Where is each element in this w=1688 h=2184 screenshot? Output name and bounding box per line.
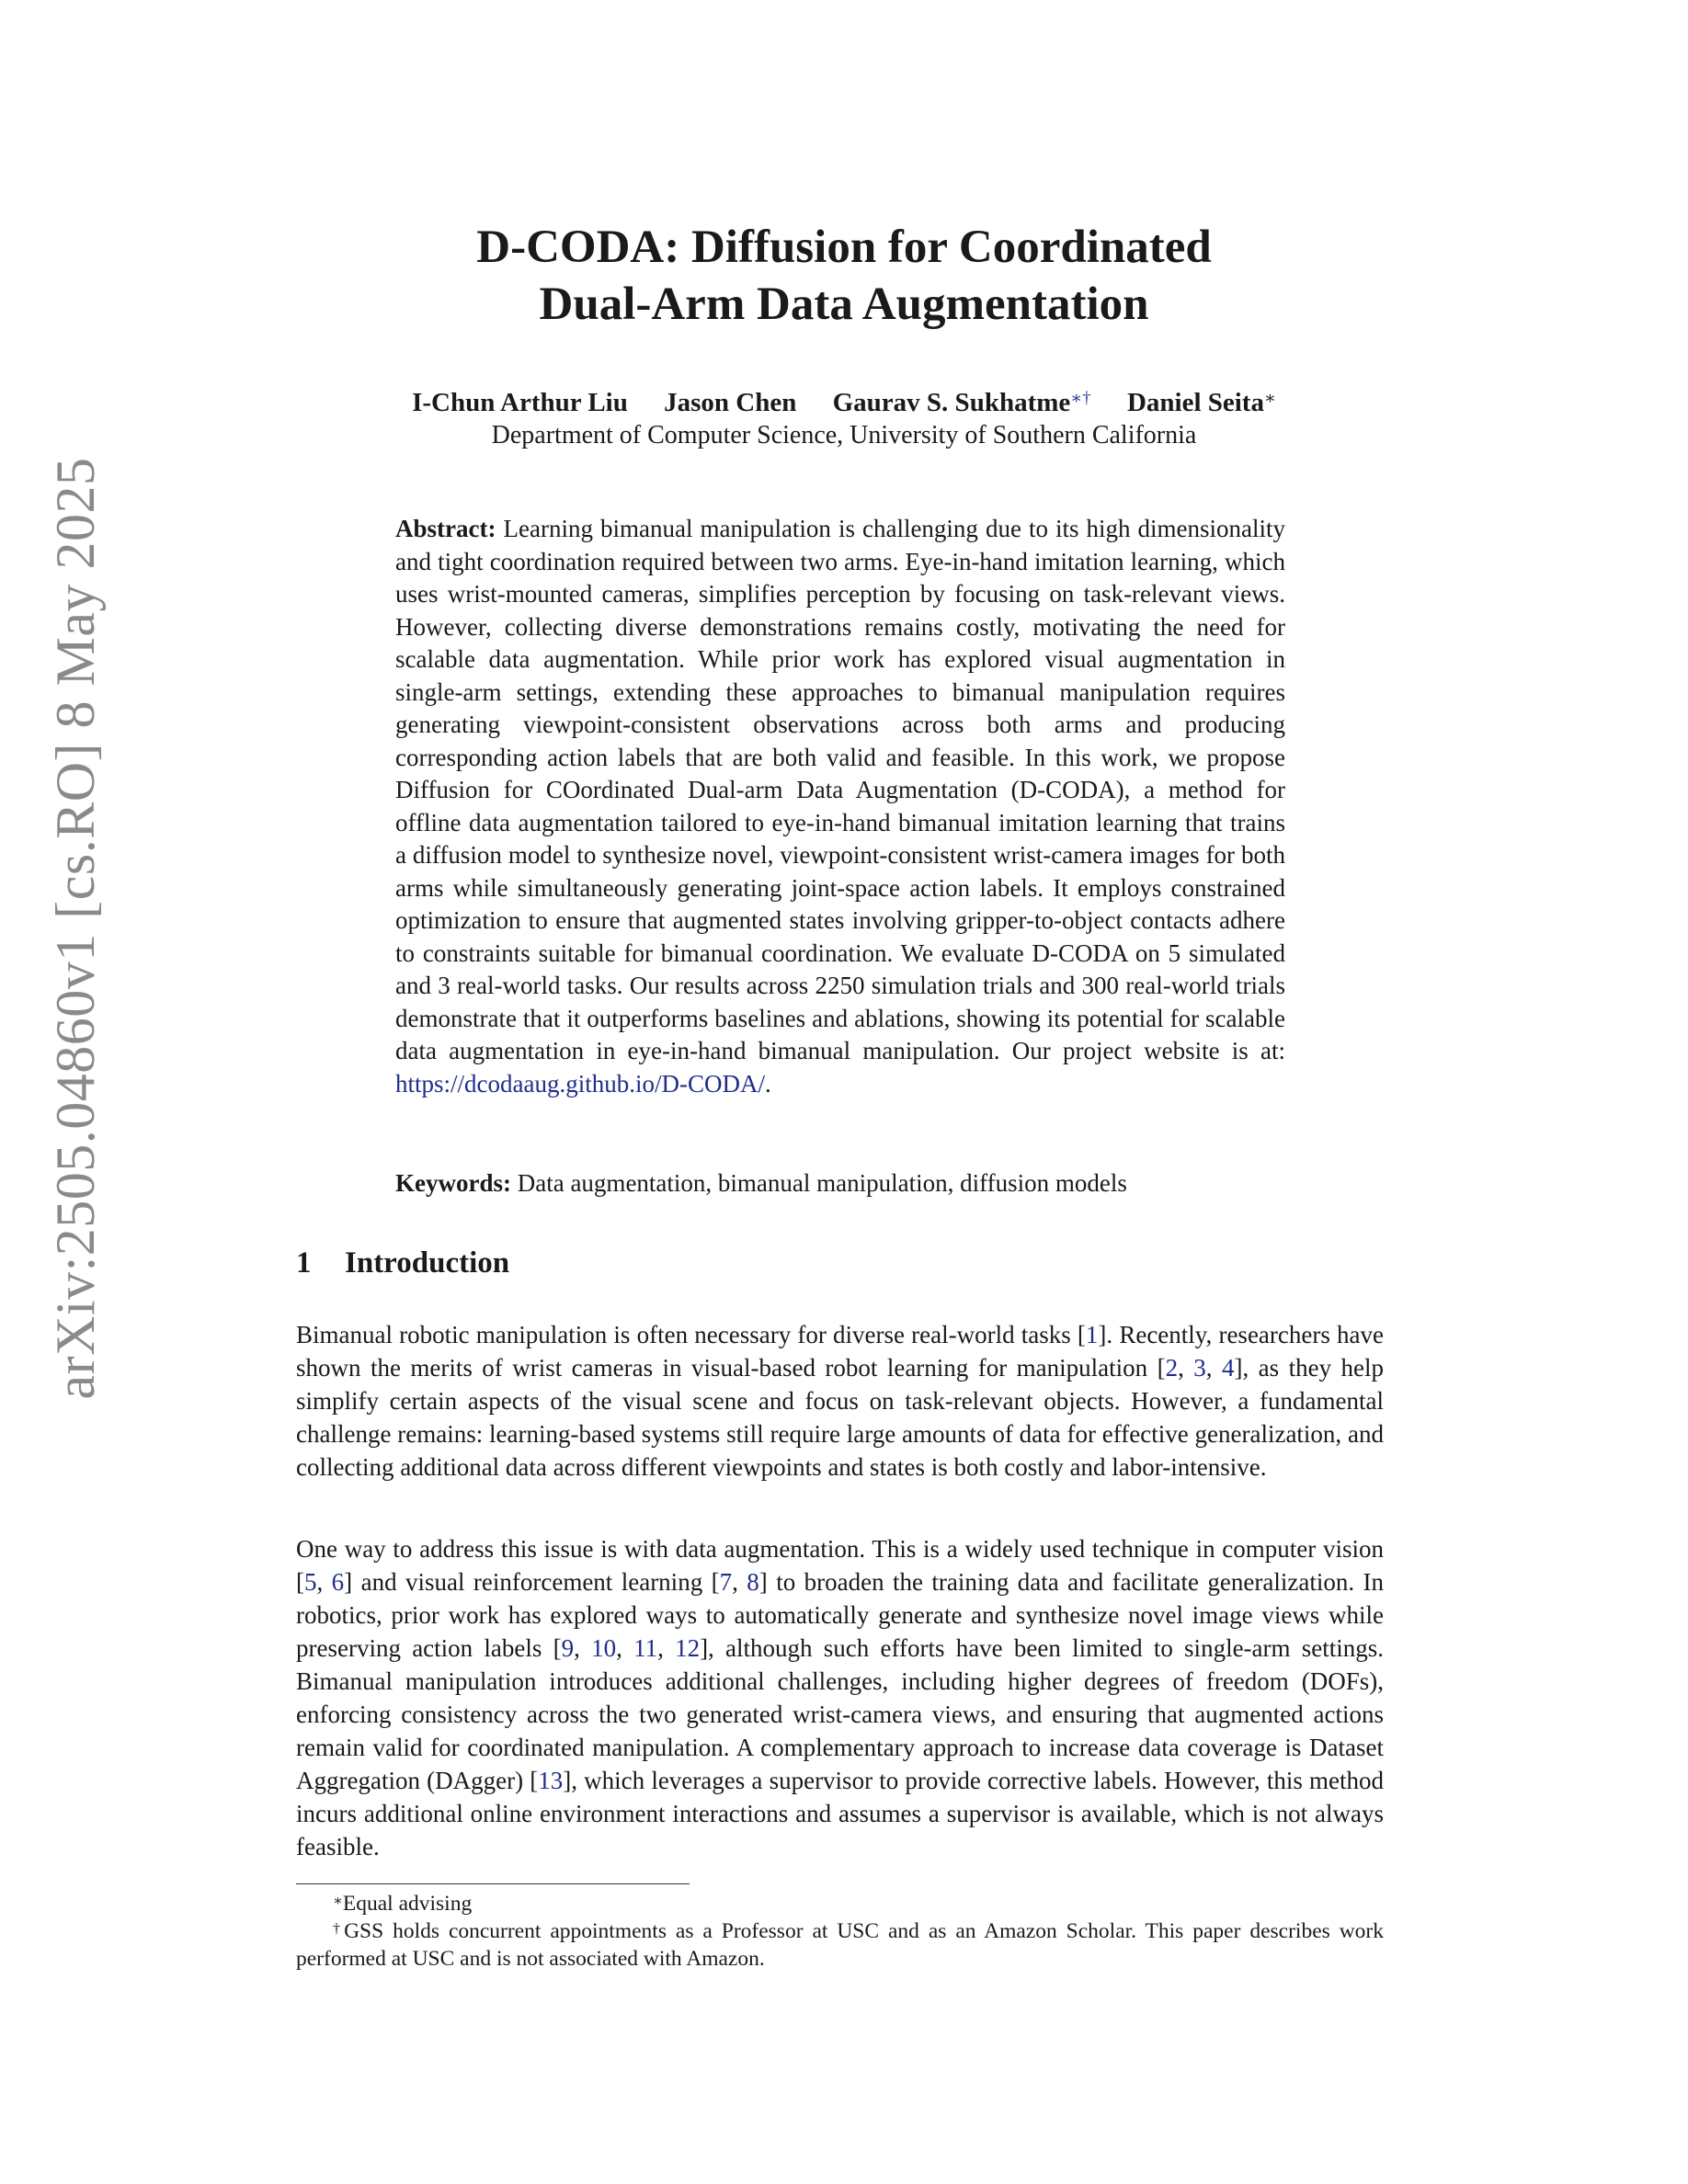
author-name: Gaurav S. Sukhatme bbox=[832, 388, 1071, 417]
keywords-label: Keywords: bbox=[395, 1169, 511, 1197]
abstract-label: Abstract: bbox=[395, 515, 496, 542]
citation-link[interactable]: 11 bbox=[633, 1634, 658, 1662]
author bbox=[1127, 388, 1276, 417]
paragraph-text: ] and visual reinforcement learning [ bbox=[344, 1568, 720, 1596]
abstract-text: Learning bimanual manipulation is challenging due to its high dimensionality and tight coordination required between two arms. Eye-in-hand imitation learning, which uses wrist-mounted cameras, simplifies perception by focusing on task-relevant views. However, collecting diverse demonstrations remains costly, motivating the need for scalable data augmentation. While prior work has explored visual augmentation in single-arm settings, extending these approaches to bimanual manipulation requires generating viewpoint-consistent observations across both arms and producing corresponding action labels that are both valid and feasible. In this work, we propose Diffusion for COordinated Dual-arm Data Augmentation (D-CODA), a method for offline data augmentation tailored to eye-in-hand bimanual imitation learning that trains a diffusion model to synthesize novel, viewpoint-consistent wrist-camera images for both arms while simultaneously generating joint-space action labels. It employs constrained optimization to ensure that augmented states involving gripper-to-object contacts adhere to constraints suitable for bimanual coordination. We evaluate D-CODA on 5 simulated and 3 real-world tasks. Our results across 2250 simulation trials and 300 real-world trials demonstrate that it outperforms baselines and ablations, showing its potential for scalable data augmentation in eye-in-hand bimanual manipulation. Our project website is at: bbox=[395, 515, 1286, 1064]
paragraph-text: Bimanual robotic manipulation is often necessary for diverse real-world tasks [ bbox=[296, 1321, 1086, 1348]
citation-link[interactable]: 13 bbox=[538, 1767, 564, 1794]
paragraph-text: One way to address this issue is with data augmentation. This is a widely used technique in computer vision [ bbox=[296, 1535, 1384, 1596]
citation-link[interactable]: 8 bbox=[747, 1568, 759, 1596]
paragraph-text: ], as they help simplify certain aspects of the visual scene and focus on task-relevant objects. However, a fundamental challenge remains: learning-based systems still require large amounts of data for effective generalization, and collecting additional data across different viewpoints and states is both costly and labor-intensive. bbox=[296, 1354, 1385, 1481]
footnote bbox=[296, 1917, 1384, 1973]
footnotes bbox=[296, 1890, 1384, 1973]
footnote-mark: † bbox=[333, 1921, 345, 1937]
author bbox=[664, 388, 796, 417]
section-number: 1 bbox=[296, 1246, 312, 1280]
footnote-divider bbox=[296, 1883, 690, 1884]
title-line-2: Dual-Arm Data Augmentation bbox=[539, 279, 1149, 330]
citation-link[interactable]: 12 bbox=[675, 1634, 701, 1662]
title-line-1: D-CODA: Diffusion for Coordinated bbox=[476, 222, 1212, 273]
footnote-text: Equal advising bbox=[342, 1892, 473, 1916]
author bbox=[833, 388, 1091, 417]
author bbox=[412, 388, 628, 417]
author-name: Jason Chen bbox=[664, 388, 797, 417]
footnote bbox=[296, 1890, 1384, 1917]
project-website-link[interactable]: https://dcodaaug.github.io/D-CODA/ bbox=[395, 1069, 765, 1098]
paper-title bbox=[292, 219, 1396, 333]
abstract-end: . bbox=[764, 1069, 771, 1098]
citation-link[interactable]: 5 bbox=[304, 1568, 317, 1596]
citation-link[interactable]: 7 bbox=[719, 1568, 733, 1596]
affiliation: Department of Computer Science, University of Southern California bbox=[491, 421, 1197, 449]
keywords-text: Data augmentation, bimanual manipulation, diffusion models bbox=[517, 1169, 1127, 1197]
author-name: I-Chun Arthur Liu bbox=[412, 388, 628, 417]
citation-link[interactable]: 1 bbox=[1085, 1321, 1099, 1348]
footnote-mark: ∗ bbox=[333, 1894, 343, 1909]
keywords bbox=[395, 1167, 1285, 1200]
section-title: Introduction bbox=[345, 1246, 510, 1280]
author-name: Daniel Seita bbox=[1126, 388, 1264, 417]
body-paragraph: Bimanual robotic manipulation is often necessary for diverse real-world tasks [1]. Recently, researchers have shown the merits of wrist cameras in visual-based robot learning for manipulation [2, 3, 4], as they help simplify certain aspects of the visual scene and focus on task-relevant objects. However, a fundamental challenge remains: learning-based systems still require large amounts of data for effective generalization, and collecting additional data across different viewpoints and states is both costly and labor-intensive. bbox=[296, 1321, 1385, 1481]
citation-link[interactable]: 10 bbox=[591, 1634, 617, 1662]
author-list bbox=[292, 386, 1396, 419]
abstract bbox=[395, 513, 1285, 1100]
author-footnote-mark: ∗ bbox=[1263, 389, 1276, 408]
citation-link[interactable]: 2 bbox=[1165, 1354, 1179, 1382]
paragraph-text: ]. Recently, researchers have shown the merits of wrist cameras in visual-based robot learning for manipulation [ bbox=[296, 1321, 1384, 1382]
footnote-text: GSS holds concurrent appointments as a Professor at USC and as an Amazon Scholar. This paper describes work performed at USC and is not associated with Amazon. bbox=[296, 1919, 1385, 1971]
citation-link[interactable]: 9 bbox=[561, 1634, 575, 1662]
arxiv-identifier-stamp: arXiv:2505.04860v1 [cs.RO] 8 May 2025 bbox=[45, 457, 106, 1400]
citation-link[interactable]: 6 bbox=[331, 1568, 345, 1596]
paragraph-text: ], although such efforts have been limited to single-arm settings. Bimanual manipulation introduces additional challenges, including higher degrees of freedom (DOFs), enforcing consistency across the two generated wrist-camera views, and ensuring that augmented actions remain valid for coordinated manipulation. A complementary approach to increase data coverage is Dataset Aggregation (DAgger) [ bbox=[296, 1634, 1385, 1794]
body-paragraph: One way to address this issue is with data augmentation. This is a widely used technique in computer vision [5, 6] and visual reinforcement learning [7, 8] to broaden the training data and facilitate generalization. In robotics, prior work has explored ways to automatically generate and synthesize novel image views while preserving action labels [9, 10, 11, 12], although such efforts have been limited to single-arm settings. Bimanual manipulation introduces additional challenges, including higher degrees of freedom (DOFs), enforcing consistency across the two generated wrist-camera views, and ensuring that augmented actions remain valid for coordinated manipulation. A complementary approach to increase data coverage is Dataset Aggregation (DAgger) [13], which leverages a supervisor to provide corrective labels. However, this method incurs additional online environment interactions and assumes a supervisor is available, which is not always feasible. bbox=[296, 1535, 1385, 1860]
citation-link[interactable]: 4 bbox=[1221, 1354, 1235, 1382]
paragraph-text: ], which leverages a supervisor to provide corrective labels. However, this method incurs additional online environment interactions and assumes a supervisor is available, which is not always feasible. bbox=[296, 1767, 1384, 1860]
section-heading bbox=[296, 1245, 509, 1281]
author-footnote-mark[interactable]: ∗† bbox=[1070, 389, 1091, 408]
citation-link[interactable]: 3 bbox=[1193, 1354, 1206, 1382]
paragraph-text: ] to broaden the training data and facilitate generalization. In robotics, prior work has explored ways to automatically generate and synthesize novel image views while preserving action labels [ bbox=[296, 1568, 1385, 1662]
